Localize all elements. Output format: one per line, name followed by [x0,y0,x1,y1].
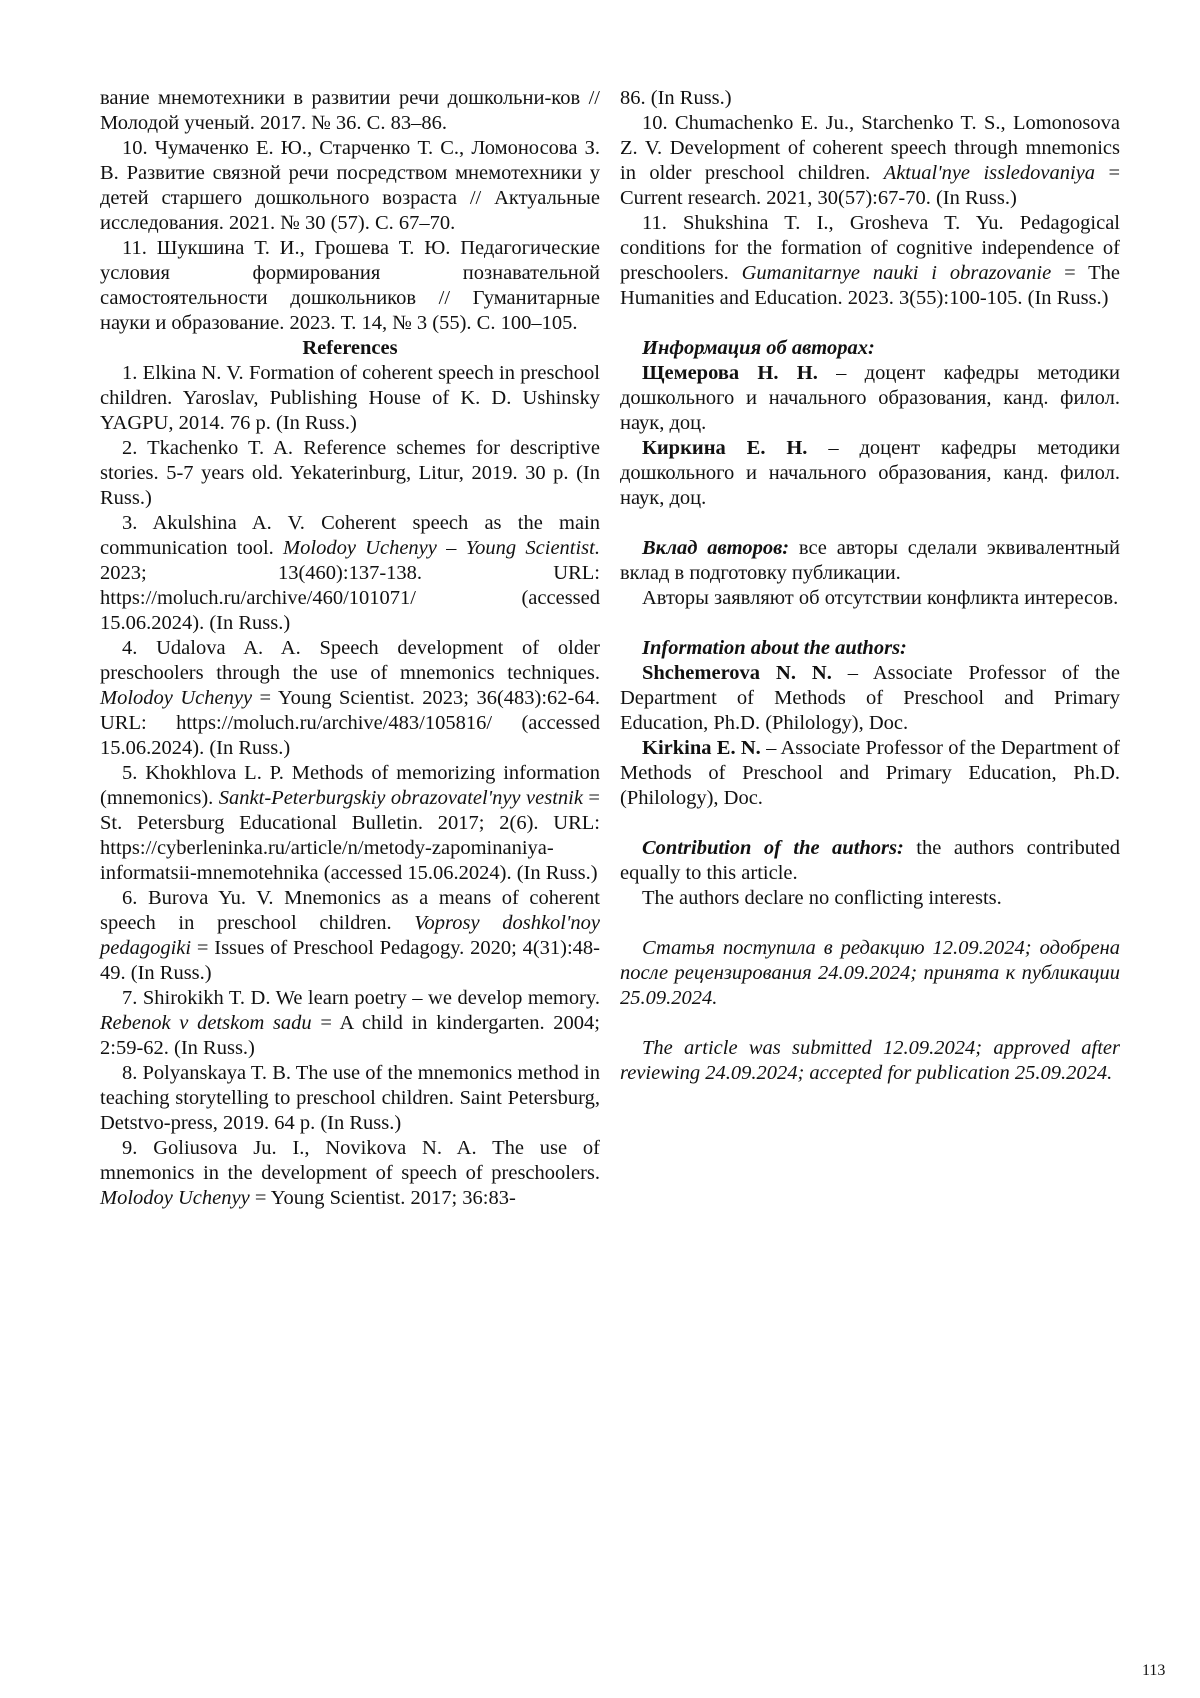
reference-text: = St. Petersburg Educational Bulletin. 2017; 2(6). URL: https://cyberleninka.ru/article/n/metody-zapominaniya-informatsii-mnemotehnika (accessed 15.06.2024). (In Russ.) [100,787,600,884]
reference-text: = Young Scientist. 2017; 36:83- [249,1187,516,1209]
author-ru-1 [620,361,1120,436]
reference-continuation: вание мнемотехники в развитии речи дошкольни-ков // Молодой ученый. 2017. № 36. С. 83–86. [100,87,600,134]
author-en-1 [620,661,1120,736]
reference-text: 5. Khokhlova L. P. Methods of memorizing information (mnemonics). [100,762,600,809]
author-name: Kirkina E. N. [642,737,761,759]
reference-text: = Issues of Preschool Pedagogy. 2020; 4(31):48-49. (In Russ.) [100,937,600,984]
author-en-2 [620,736,1120,811]
journal-title: Molodoy Uchenyy – Young Scientist. [283,537,600,559]
info-ru-heading: Информация об авторах: [642,337,875,359]
spacer [620,911,1120,936]
reference-text: = Young Scientist. 2023; 36(483):62-64. URL: https://moluch.ru/archive/483/105816/ (accessed 15.06.2024). (In Russ.) [100,687,600,759]
conflict-en: The authors declare no conflicting interests. [642,887,1002,909]
reference-text: = A child in kindergarten. 2004; 2:59-62. (In Russ.) [100,1012,600,1059]
contribution-text: the authors contributed equally to this article. [620,837,1120,884]
en-reference-4 [100,636,600,761]
left-column [100,86,600,1211]
reference-text: 1. Elkina N. V. Formation of coherent speech in preschool children. Yaroslav, Publishing House of K. D. Ushinsky YAGPU, 2014. 76 p. (In Russ.) [100,362,600,434]
en-reference-5 [100,761,600,886]
ru-reference-11: 11. Шукшина Т. И., Грошева Т. Ю. Педагогические условия формирования познавательной самостоятельности дошкольников // Гуманитарные науки и образование. 2023. Т. 14, № 3 (55). С. 100–105. [100,237,600,334]
info-en-heading: Information about the authors: [642,637,907,659]
en-reference-9 [100,1136,600,1211]
journal-title: Aktual'nye issledovaniya [883,162,1096,184]
reference-text: 4. Udalova A. A. Speech development of older preschoolers through the use of mnemonics techniques. [100,637,600,684]
reference-text: 6. Burova Yu. V. Mnemonics as a means of coherent speech in preschool children. [100,887,600,934]
reference-text: 9. Goliusova Ju. I., Novikova N. A. The use of mnemonics in the development of speech of preschoolers. [100,1137,600,1184]
spacer [620,311,1120,336]
author-ru-2 [620,436,1120,511]
author-affiliation: – Associate Professor of the Department of Methods of Preschool and Primary Education, Ph.D. (Philology), Doc. [620,662,1121,734]
reference-text: 3. Akulshina A. V. Coherent speech as the main communication tool. [100,512,600,559]
reference-text: 10. Chumachenko E. Ju., Starchenko T. S., Lomonosova Z. V. Development of coherent speech through mnemonics in older preschool children. [620,112,1120,184]
reference-text: 2023; 13(460):137-138. URL: https://moluch.ru/archive/460/101071/ (accessed 15.06.2024). (In Russ.) [100,562,600,634]
references-heading: References [302,337,398,359]
en-reference-11 [620,211,1120,311]
reference-continuation: 86. (In Russ.) [620,87,732,109]
en-reference-8 [100,1061,600,1136]
en-reference-6 [100,886,600,986]
author-name: Щемерова Н. Н. [642,362,818,384]
spacer [620,1011,1120,1036]
spacer [620,611,1120,636]
right-column [620,86,1120,1086]
journal-title: Sankt-Peterburgskiy obrazovatel'nyy vestnik [218,787,583,809]
spacer [620,811,1120,836]
contribution-en [620,836,1120,886]
journal-title: Rebenok v detskom sadu [100,1012,312,1034]
spacer [620,511,1120,536]
reference-text: = The Humanities and Education. 2023. 3(55):100-105. (In Russ.) [620,262,1120,309]
author-affiliation: – Associate Professor of the Department of Methods of Preschool and Primary Education, Ph.D. (Philology), Doc. [620,737,1121,809]
journal-title: Molodoy Uchenyy [100,687,253,709]
author-name: Shchemerova N. N. [642,662,832,684]
en-reference-2 [100,436,600,511]
contribution-ru [620,536,1120,586]
en-reference-7 [100,986,600,1061]
reference-text: 8. Polyanskaya T. B. The use of the mnemonics method in teaching storytelling to preschool children. Saint Petersburg, Detstvo-press, 2019. 64 p. (In Russ.) [100,1062,600,1134]
page-number: 113 [1142,1662,1166,1679]
author-name: Киркина Е. Н. [642,437,808,459]
conflict-ru: Авторы заявляют об отсутствии конфликта интересов. [642,587,1119,609]
reference-text: = Current research. 2021, 30(57):67-70. (In Russ.) [620,162,1120,209]
journal-title: Voprosy doshkol'noy pedagogiki [100,912,600,959]
reference-text: 11. Shukshina T. I., Grosheva T. Yu. Pedagogical conditions for the formation of cognitive independence of preschoolers. [620,212,1120,284]
en-reference-10 [620,111,1120,211]
reference-text: 2. Tkachenko T. A. Reference schemes for descriptive stories. 5-7 years old. Yekaterinburg, Litur, 2019. 30 p. (In Russ.) [100,437,600,509]
journal-title: Molodoy Uchenyy [100,1187,250,1209]
ru-reference-10: 10. Чумаченко Е. Ю., Старченко Т. С., Ломоносова З. В. Развитие связной речи посредством мнемотехники у детей старшего дошкольного возраста // Актуальные исследования. 2021. № 30 (57). С. 67–70. [100,137,600,234]
author-affiliation: – доцент кафедры методики дошкольного и начального образования, канд. филол. наук, доц. [620,362,1120,434]
reference-text: 7. Shirokikh T. D. We learn poetry – we develop memory. [122,987,600,1009]
article-dates-en: The article was submitted 12.09.2024; approved after reviewing 24.09.2024; accepted for publication 25.09.2024. [620,1037,1120,1084]
contribution-text: все авторы сделали эквивалентный вклад в подготовку публикации. [620,537,1120,584]
contribution-label: Contribution of the authors: [642,837,904,859]
article-dates-ru: Статья поступила в редакцию 12.09.2024; одобрена после рецензирования 24.09.2024; принята к публикации 25.09.2024. [620,937,1120,1009]
en-reference-3 [100,511,600,636]
journal-title: Gumanitarnye nauki i obrazovanie [741,262,1052,284]
en-reference-1 [100,361,600,436]
contribution-label: Вклад авторов: [642,537,790,559]
author-affiliation: – доцент кафедры методики дошкольного и начального образования, канд. филол. наук, доц. [620,437,1120,509]
